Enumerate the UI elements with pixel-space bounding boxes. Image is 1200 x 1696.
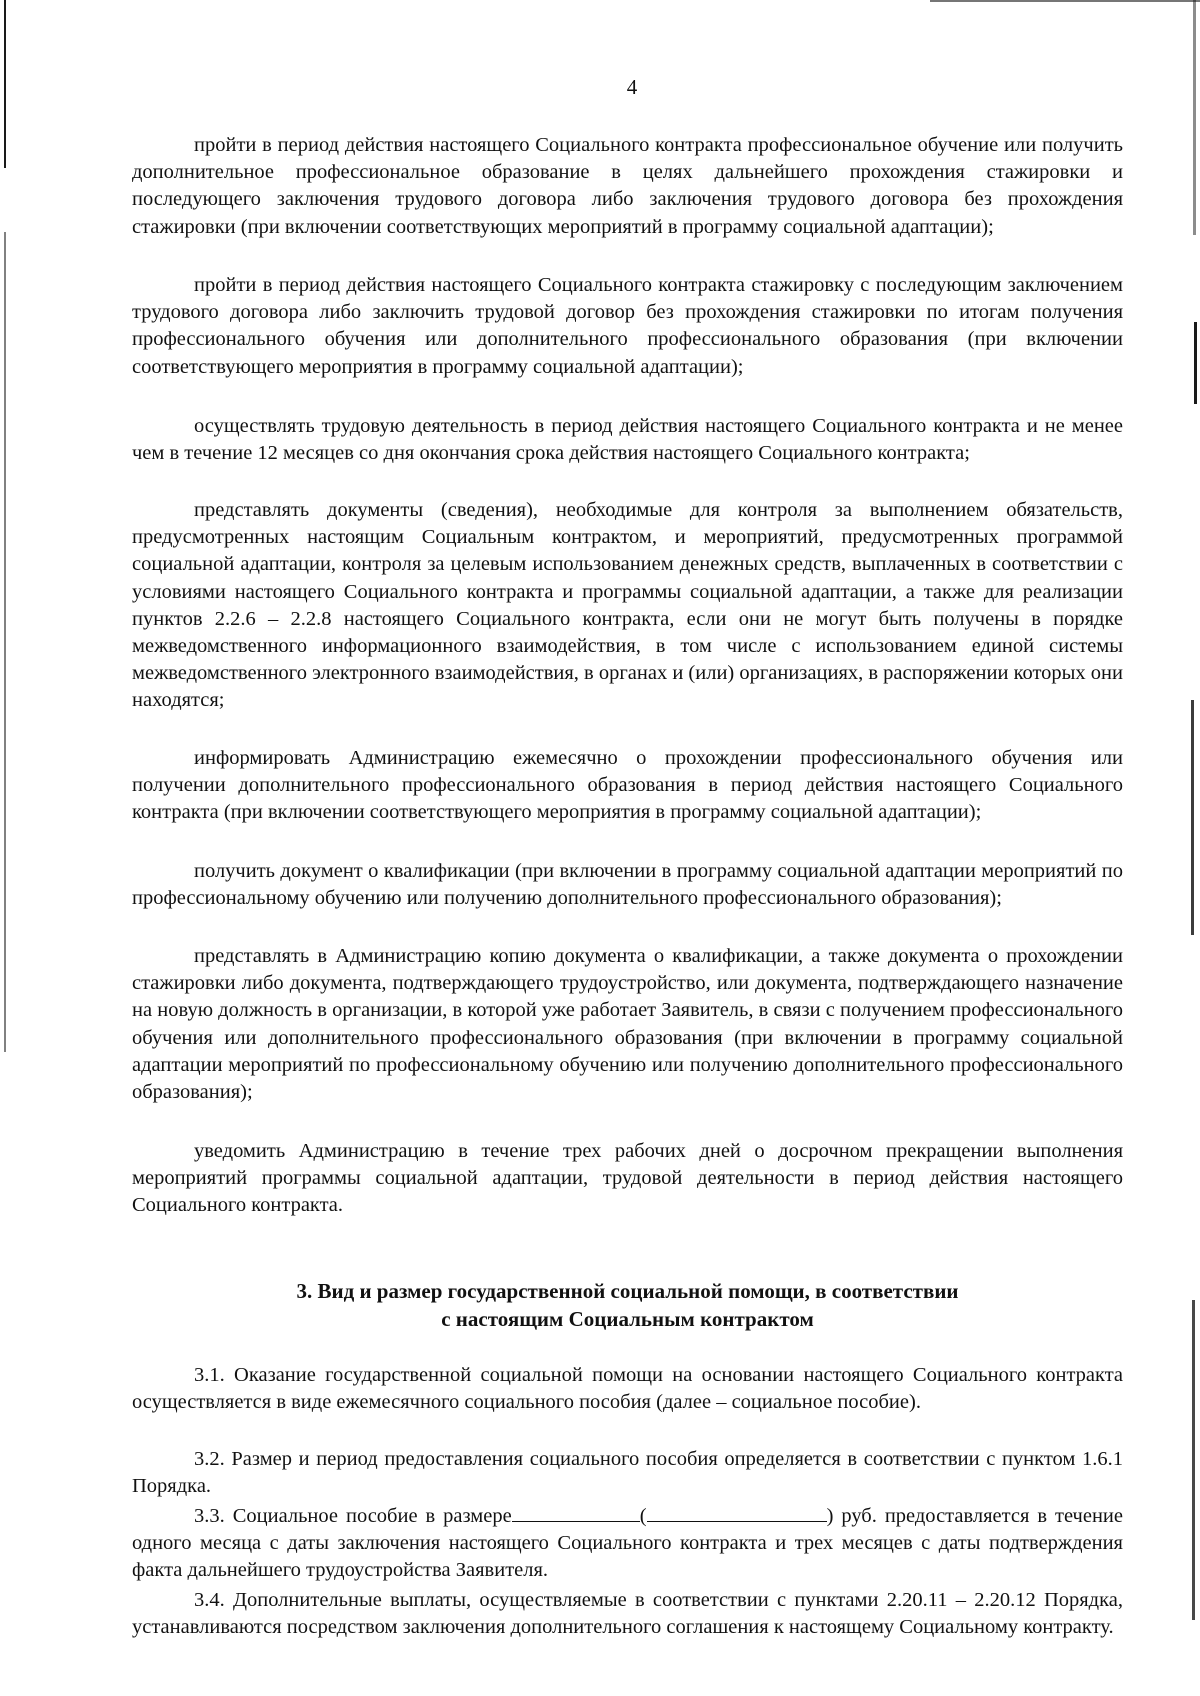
obligation-paragraph: пройти в период действия настоящего Социального контракта профессиональное обучение или получить дополнительное профессиональное образование в целях дальнейшего прохождения стажировки и последующего заключения трудового договора либо заключения трудового договора без прохождения стажировки (при включении соответствующих мероприятий в программу социальной адаптации); <box>132 134 1123 238</box>
obligation-paragraph: уведомить Администрацию в течение трех рабочих дней о досрочном прекращении выполнения мероприятий программы социальной адаптации, трудовой деятельности в период действия настоящего Социального контракта. <box>132 1140 1123 1217</box>
obligation-paragraph: представлять документы (сведения), необходимые для контроля за выполнением обязательств, предусмотренных настоящим Социальным контрактом, и мероприятий, предусмотренных программой социальной адаптации, контроля за целевым использованием денежных средств, выплаченных в соответствии с условиями настоящего Социального контракта и программы социальной адаптации, а также для реализации пунктов 2.2.6 – 2.2.8 настоящего Социального контракта, если они не могут быть получены в порядке межведомственного информационного взаимодействия, в том числе с использованием единой системы межведомственного электронного взаимодействия, в органах и (или) организациях, в распоряжении которых они находятся; <box>132 499 1123 712</box>
scan-edge-mark <box>1194 322 1197 404</box>
clause-3-4: 3.4. Дополнительные выплаты, осуществляемые в соответствии с пунктами 2.20.11 – 2.20.12 Порядка, устанавливаются посредством заключения дополнительного соглашения к настоящему Социальному контракту. <box>132 1589 1123 1639</box>
scan-edge-mark <box>930 0 1200 2</box>
clause-3-3-end: ) руб. предоставляется в течение одного месяца с даты заключения настоящего Социального контракта и трех месяцев с даты подтверждения факта дальнейшего трудоустройства Заявителя. <box>132 1505 1123 1582</box>
scan-edge-mark <box>1192 1300 1195 1620</box>
obligation-paragraph: информировать Администрацию ежемесячно о прохождении профессионального обучения или получении дополнительного профессионального образования в период действия настоящего Социального контракта (при включении соответствующего мероприятия в программу социальной адаптации); <box>132 747 1123 824</box>
section-3-heading-line1: 3. Вид и размер государственной социальной помощи, в соответствии <box>296 1279 959 1303</box>
scan-edge-mark <box>4 232 6 1052</box>
amount-words-blank[interactable] <box>647 1503 827 1522</box>
clause-3-3 <box>132 1503 1123 1585</box>
obligation-paragraph: пройти в период действия настоящего Социального контракта стажировку с последующим заключением трудового договора либо заключить трудовой договор без прохождения стажировки по итогам получения профессионального обучения или дополнительного профессионального образования (при включении соответствующего мероприятия в программу социальной адаптации); <box>132 274 1123 378</box>
scan-edge-mark <box>1191 700 1194 935</box>
section-3-heading <box>132 1277 1123 1333</box>
obligation-paragraph: осуществлять трудовую деятельность в период действия настоящего Социального контракта и не менее чем в течение 12 месяцев со дня окончания срока действия настоящего Социального контракта; <box>132 415 1123 465</box>
amount-digits-blank[interactable] <box>512 1503 640 1522</box>
obligation-paragraph: представлять в Администрацию копию документа о квалификации, а также документа о прохождении стажировки либо документа, подтверждающего трудоустройство, или документа, подтверждающего назначение на новую должность в организации, в которой уже работает Заявитель, в связи с получением профессионального обучения или дополнительного профессионального образования (при включении в программу социальной адаптации мероприятий по профессиональному обучению или получению дополнительного профессионального образования); <box>132 945 1123 1104</box>
clause-3-2: 3.2. Размер и период предоставления социального пособия определяется в соответствии с пунктом 1.6.1 Порядка. <box>132 1448 1123 1498</box>
page-number: 4 <box>626 75 638 99</box>
section-3-heading-line2: с настоящим Социальным контрактом <box>441 1307 814 1331</box>
clause-3-3-start: 3.3. Социальное пособие в размере <box>194 1505 512 1527</box>
obligation-paragraph: получить документ о квалификации (при включении в программу социальной адаптации мероприятий по профессиональному обучению или получению дополнительного профессионального образования); <box>132 860 1123 910</box>
clause-3-3-paren: ( <box>639 1505 647 1527</box>
scan-edge-mark <box>1193 0 1196 235</box>
clause-3-1: 3.1. Оказание государственной социальной помощи на основании настоящего Социального контракта осуществляется в виде ежемесячного социального пособия (далее – социальное пособие). <box>132 1364 1123 1414</box>
